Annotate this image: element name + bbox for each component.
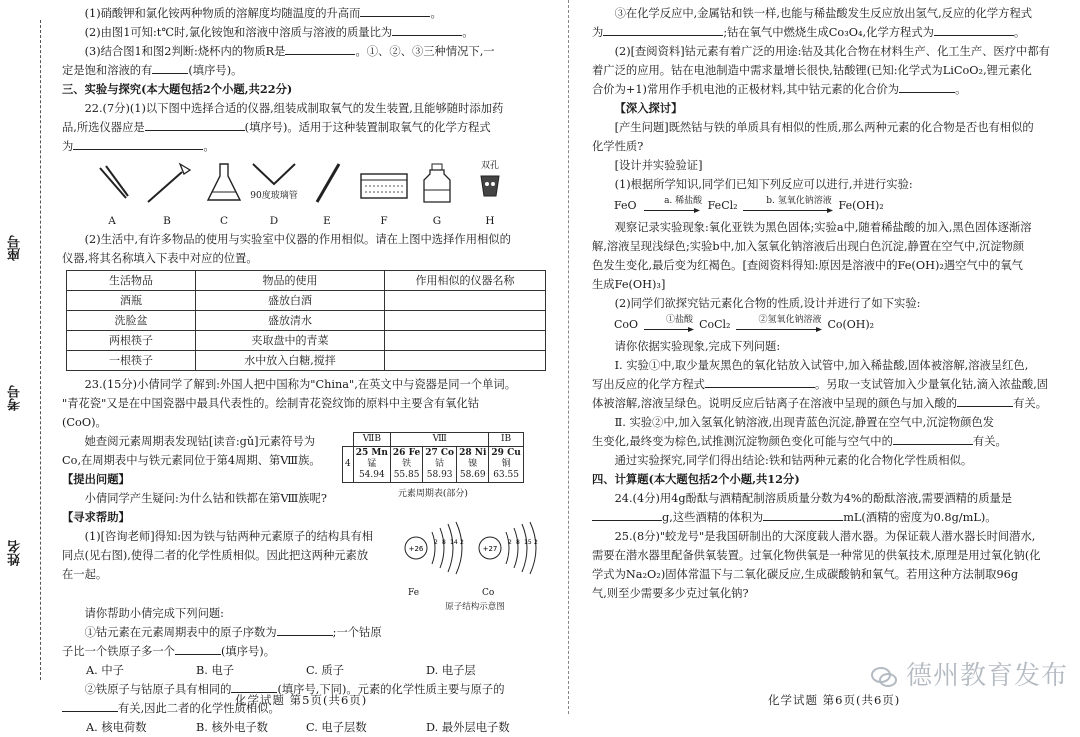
option: D. 最外层电子数 bbox=[426, 721, 510, 734]
table-row: 一根筷子 水中放入白糖,搅拌 bbox=[67, 351, 546, 371]
apparatus-label: E bbox=[323, 215, 331, 227]
answer-blank[interactable] bbox=[285, 42, 355, 55]
q24-cont: g,这些酒精的体积为 mL(酒精的密度为0.8g/mL)。 bbox=[592, 508, 1064, 527]
answer-cell[interactable] bbox=[385, 291, 546, 311]
part-ii-l2: 生变化,最终变为棕色,试推测沉淀物颜色变化可能与空气中的 有关。 bbox=[592, 432, 1064, 451]
page-5 bbox=[62, 4, 550, 737]
seal-line bbox=[40, 20, 41, 680]
q23-part2: (2)[查阅资料]钴元素有着广泛的用途:钴及其化合物在材料生产、化工生产、医疗中都有 bbox=[614, 45, 1050, 58]
q23-line2: "青花瓷"又是在中国瓷器中最具代表性的。绘制青花瓷纹饰的原料中主要含有氧化钴 bbox=[62, 397, 480, 410]
complete-prompt: 请你依据实验现象,完成下列问题: bbox=[614, 340, 781, 353]
table-row: 洗脸盆 盛放清水 bbox=[67, 311, 546, 331]
period-label: 4 bbox=[343, 447, 354, 483]
q23-part2-l2: 着广泛的应用。钴在电池制造中需求量增长很快,钴酸锂(已知:化学式为LiCoO₂,锂元素化 bbox=[592, 64, 1032, 77]
q21-part2: (2)由图1可知:t℃时,氯化铵饱和溶液中溶质与溶液的质量比为 。 bbox=[62, 23, 550, 42]
svg-text:2: 2 bbox=[534, 539, 538, 546]
q23-part2-l3: 合价为+1)常用作手机电池的正极材料,其中钴元素的化合价为 。 bbox=[592, 80, 1064, 99]
answer-blank[interactable] bbox=[175, 642, 221, 655]
group-label: ⅠB bbox=[489, 433, 523, 447]
answer-cell[interactable] bbox=[385, 351, 546, 371]
answer-blank[interactable] bbox=[603, 23, 723, 36]
option: B. 核外电子数 bbox=[196, 721, 268, 734]
page-6-footer: 化学试题 第6页(共6页) bbox=[768, 693, 901, 707]
q23-consult: (1)[咨询老师]得知:因为铁与钴两种元素原子的结构具有相 bbox=[84, 530, 374, 543]
svg-text:8: 8 bbox=[516, 539, 520, 546]
binding-margin bbox=[0, 0, 58, 714]
option: B. 电子 bbox=[196, 664, 235, 677]
q22-part2: (2)生活中,有许多物品的使用与实验室中仪器的作用相似。请在上图中选择作用相似的 bbox=[84, 233, 511, 246]
wechat-icon bbox=[871, 666, 897, 688]
element-cell-fe: 26 Fe 铁 55.85 bbox=[390, 447, 422, 483]
atom-diagrams bbox=[400, 520, 550, 578]
answer-blank[interactable] bbox=[899, 80, 955, 93]
answer-blank[interactable] bbox=[893, 432, 973, 445]
apparatus-figure bbox=[62, 160, 550, 228]
page-divider bbox=[568, 0, 569, 714]
design-heading: [设计并实验验证] bbox=[614, 159, 703, 172]
answer-cell[interactable] bbox=[385, 331, 546, 351]
q23-prompt: 请你帮助小倩完成下列问题: bbox=[84, 607, 224, 620]
co-nucleus: +27 bbox=[482, 545, 498, 553]
section-4-heading: 四、计算题(本大题包括2个小题,共12分) bbox=[592, 472, 800, 486]
answer-blank[interactable] bbox=[73, 137, 203, 150]
option: A. 核电荷数 bbox=[86, 721, 147, 734]
q22-part2-cont: 仪器,将其名称填入下表中对应的位置。 bbox=[62, 252, 258, 265]
problem-statement-cont: 化学性质? bbox=[592, 140, 644, 153]
element-cell-co: 27 Co 钴 58.93 bbox=[423, 447, 457, 483]
stopper-caption: 双孔 bbox=[480, 161, 499, 171]
reaction-chain-fe: FeO a. 稀盐酸 FeCl₂ b. 氢氧化钠溶液 Fe(OH)₂ bbox=[614, 196, 884, 212]
experiment-1-intro: (1)根据所学知识,同学们已知下列反应可以进行,并进行实验: bbox=[614, 178, 913, 191]
part-ii: Ⅱ. 实验②中,加入氢氧化钠溶液,出现青蓝色沉淀,静置在空气中,沉淀物颜色发 bbox=[614, 416, 995, 429]
apparatus-label: A bbox=[108, 215, 116, 227]
q25-l3: 学式为Na₂O₂)固体常温下与二氧化碳反应,生成碳酸钠和氧气。若用这种方法制取96g bbox=[592, 568, 1019, 581]
q25-l2: 需要在潜水器里配备供氧装置。过氧化物供氧是一种常见的供氧技术,原理是用过氧化钠(化 bbox=[592, 549, 1041, 562]
element-cell-mn: 25 Mn 锰 54.94 bbox=[353, 447, 390, 483]
long-neck-funnel-icon bbox=[137, 160, 197, 204]
table-row: 酒瓶 盛放白酒 bbox=[67, 291, 546, 311]
answer-blank[interactable] bbox=[763, 508, 843, 521]
answer-blank[interactable] bbox=[277, 623, 333, 636]
option: C. 电子层数 bbox=[306, 721, 367, 734]
exam-number-label: 考号 bbox=[8, 385, 23, 411]
observation-1-l4: 生成Fe(OH)₃] bbox=[592, 278, 666, 291]
apparatus-label: C bbox=[219, 215, 229, 227]
apparatus-label: B bbox=[163, 215, 171, 227]
name-label: 姓名 bbox=[8, 540, 23, 566]
observation-1-l2: 解,溶液呈现浅绿色;实验b中,加入氢氧化钠溶液后出现白色沉淀,静置在空气中,沉淀物颜 bbox=[592, 240, 1025, 253]
apparatus-label: H bbox=[485, 215, 495, 227]
water-trough-icon bbox=[354, 160, 414, 204]
watermark bbox=[871, 655, 1068, 692]
observation-1: 观察记录实验现象:氧化亚铁为黑色固体;实验a中,随着稀盐酸的加入,黑色固体逐渐溶 bbox=[614, 221, 1032, 234]
element-cell-ni: 28 Ni 镍 58.69 bbox=[457, 447, 489, 483]
tweezers-icon bbox=[82, 160, 142, 204]
options-row-2 bbox=[62, 718, 550, 737]
q23-line3: (CoO)。 bbox=[62, 416, 107, 429]
section-3-heading: 三、实验与探究(本大题包括2个小题,共22分) bbox=[62, 82, 293, 96]
watermark-text: 德州教育发布 bbox=[905, 661, 1068, 691]
deep-discussion-heading: 【深入探讨】 bbox=[614, 101, 683, 115]
option: A. 中子 bbox=[86, 664, 124, 677]
raise-question-heading: 【提出问题】 bbox=[62, 472, 130, 486]
svg-text:2: 2 bbox=[460, 539, 464, 546]
answer-blank[interactable] bbox=[62, 699, 118, 712]
atomic-structure-figure bbox=[400, 520, 550, 612]
option: C. 质子 bbox=[306, 664, 345, 677]
q23-sub2-cont: 有关,因此二者的化学性质相似。 bbox=[62, 699, 550, 718]
q25: 25.(8分)"蛟龙号"是我国研制出的大深度载人潜水器。为保证载人潜水器长时间潜水, bbox=[614, 530, 1036, 543]
q24: 24.(4分)用4g酚酞与酒精配制溶质质量分数为4%的酚酞溶液,需要酒精的质量是 bbox=[614, 492, 1013, 505]
q23-sub1: ①钴元素在元素周期表中的原子序数为 ;一个钴原 bbox=[62, 623, 550, 642]
seat-number-label: 座号 bbox=[8, 235, 23, 261]
q21-part3-cont: 定是饱和溶液的有 (填序号)。 bbox=[62, 61, 550, 80]
q22-intro: 22.(7分)(1)以下图中选择合适的仪器,组装成制取氧气的发生装置,且能够随时添加药 bbox=[84, 102, 504, 115]
reaction-chain-co: CoO ①盐酸 CoCl₂ ②氢氧化钠溶液 Co(OH)₂ bbox=[614, 315, 875, 331]
answer-blank[interactable] bbox=[152, 61, 188, 74]
conclusion: 通过实验探究,同学们得出结论:铁和钴两种元素的化合物化学性质相似。 bbox=[614, 454, 973, 467]
page-6 bbox=[592, 4, 1064, 603]
q23-consult-end: 在一起。 bbox=[62, 568, 108, 581]
group-label: Ⅷ bbox=[390, 433, 488, 447]
problem-statement: [产生问题]既然钴与铁的单质具有相似的性质,那么两种元素的化合物是否也有相似的 bbox=[614, 121, 1034, 134]
q23-sub3: ③在化学反应中,金属钴和铁一样,也能与稀盐酸发生反应放出氢气,反应的化学方程式 bbox=[614, 7, 1033, 20]
q21-part3: (3)结合图1和图2判断:烧杯内的物质R是 。①、②、③三种情况下,一 bbox=[62, 42, 550, 61]
q22-line2: 品,所选仪器应是 (填序号)。适用于这种装置制取氧气的化学方程式 bbox=[62, 118, 550, 137]
element-cell-cu: 29 Cu 铜 63.55 bbox=[489, 447, 523, 483]
part-i-l3: 体被溶解,溶液呈绿色。说明反应后钴离子在溶液中呈现的颜色与加入酸的 有关。 bbox=[592, 394, 1064, 413]
table-header: 生活物品 bbox=[67, 271, 196, 291]
page-5-footer: 化学试题 第5页(共6页) bbox=[235, 693, 368, 707]
table-row: 两根筷子 夹取盘中的青菜 bbox=[67, 331, 546, 351]
apparatus-label: D bbox=[269, 215, 279, 227]
answer-blank[interactable] bbox=[360, 4, 430, 17]
periodic-table-figure bbox=[342, 432, 524, 504]
experiment-2-intro: (2)同学们欲探究钴元素化合物的性质,设计并进行了如下实验: bbox=[614, 297, 921, 310]
svg-text:14: 14 bbox=[450, 539, 458, 546]
group-label: ⅦB bbox=[353, 433, 390, 447]
co-label: Co bbox=[482, 588, 495, 598]
svg-text:2: 2 bbox=[434, 539, 438, 546]
periodic-table bbox=[342, 432, 524, 483]
q23-lookup: 她查阅元素周期表发现钴[读音:gǔ]元素符号为 bbox=[84, 435, 316, 448]
options-row-1 bbox=[62, 661, 550, 680]
answer-blank[interactable] bbox=[145, 118, 245, 131]
svg-text:15: 15 bbox=[524, 539, 532, 546]
answer-blank[interactable] bbox=[934, 23, 1014, 36]
seek-help-heading: 【寻求帮助】 bbox=[62, 510, 130, 524]
bent-tube-caption: 90度玻璃管 bbox=[250, 191, 298, 201]
table-header-row bbox=[67, 271, 546, 291]
answer-blank[interactable] bbox=[957, 394, 1013, 407]
svg-text:8: 8 bbox=[442, 539, 446, 546]
two-hole-stopper-icon bbox=[460, 160, 520, 202]
answer-cell[interactable] bbox=[385, 311, 546, 331]
q21-part1: (1)硝酸钾和氯化铵两种物质的溶解度均随温度的升高而 。 bbox=[62, 4, 550, 23]
table-header: 作用相似的仪器名称 bbox=[385, 271, 546, 291]
q23-lookup-block bbox=[62, 432, 550, 612]
part-i: Ⅰ. 实验①中,取少量灰黑色的氧化钴放入试管中,加入稀盐酸,固体被溶解,溶液呈红色, bbox=[614, 359, 1029, 372]
q23-sub3-cont: 为 ;钴在氧气中燃烧生成Co₃O₄,化学方程式为 。 bbox=[592, 23, 1064, 42]
apparatus-label: F bbox=[380, 215, 388, 227]
q23-question: 小倩同学产生疑问:为什么钴和铁都在第Ⅷ族呢? bbox=[84, 492, 327, 505]
svg-text:2: 2 bbox=[508, 539, 512, 546]
option: D. 电子层 bbox=[426, 664, 476, 677]
periodic-table-caption: 元素周期表(部分) bbox=[397, 489, 468, 499]
bent-glass-tube-icon bbox=[244, 160, 304, 202]
apparatus-label: G bbox=[432, 215, 442, 227]
q23-consult-cont: 同点(见右图),使得二者的化学性质相似。因此把这两种元素放 bbox=[62, 549, 369, 562]
q23-lookup-cont: Co,在周期表中与铁元素同位于第4周期、第Ⅷ族。 bbox=[62, 454, 321, 467]
reagent-bottle-icon bbox=[407, 160, 467, 204]
atomic-structure-caption: 原子结构示意图 bbox=[445, 602, 505, 612]
answer-blank[interactable] bbox=[705, 375, 815, 388]
table-header: 物品的使用 bbox=[196, 271, 385, 291]
part-i-l2: 写出反应的化学方程式 。另取一支试管加入少量氧化钴,滴入浓盐酸,固 bbox=[592, 375, 1064, 394]
daily-items-table bbox=[66, 270, 546, 371]
q23-sub2: ②铁原子与钴原子具有相同的 (填序号,下同)。元素的化学性质主要与原子的 bbox=[62, 680, 550, 699]
q25-l4: 气,则至少需要多少克过氧化钠? bbox=[592, 587, 749, 600]
glass-rod-icon bbox=[297, 160, 357, 204]
answer-blank[interactable] bbox=[392, 23, 462, 36]
q23-intro: 23.(15分)小倩同学了解到:外国人把中国称为"China",在英文中与瓷器是同一个单词。 bbox=[84, 378, 516, 391]
fe-label: Fe bbox=[408, 588, 420, 598]
q23-sub1-cont: 子比一个铁原子多一个 (填序号)。 bbox=[62, 642, 550, 661]
fe-nucleus: +26 bbox=[408, 545, 424, 553]
answer-blank[interactable] bbox=[592, 508, 662, 521]
observation-1-l3: 色发生变化,最后变为红褐色。[查阅资料得知:原因是溶液中的Fe(OH)₂遇空气中的氧气 bbox=[592, 259, 1023, 272]
q22-line3: 为 。 bbox=[62, 137, 550, 156]
